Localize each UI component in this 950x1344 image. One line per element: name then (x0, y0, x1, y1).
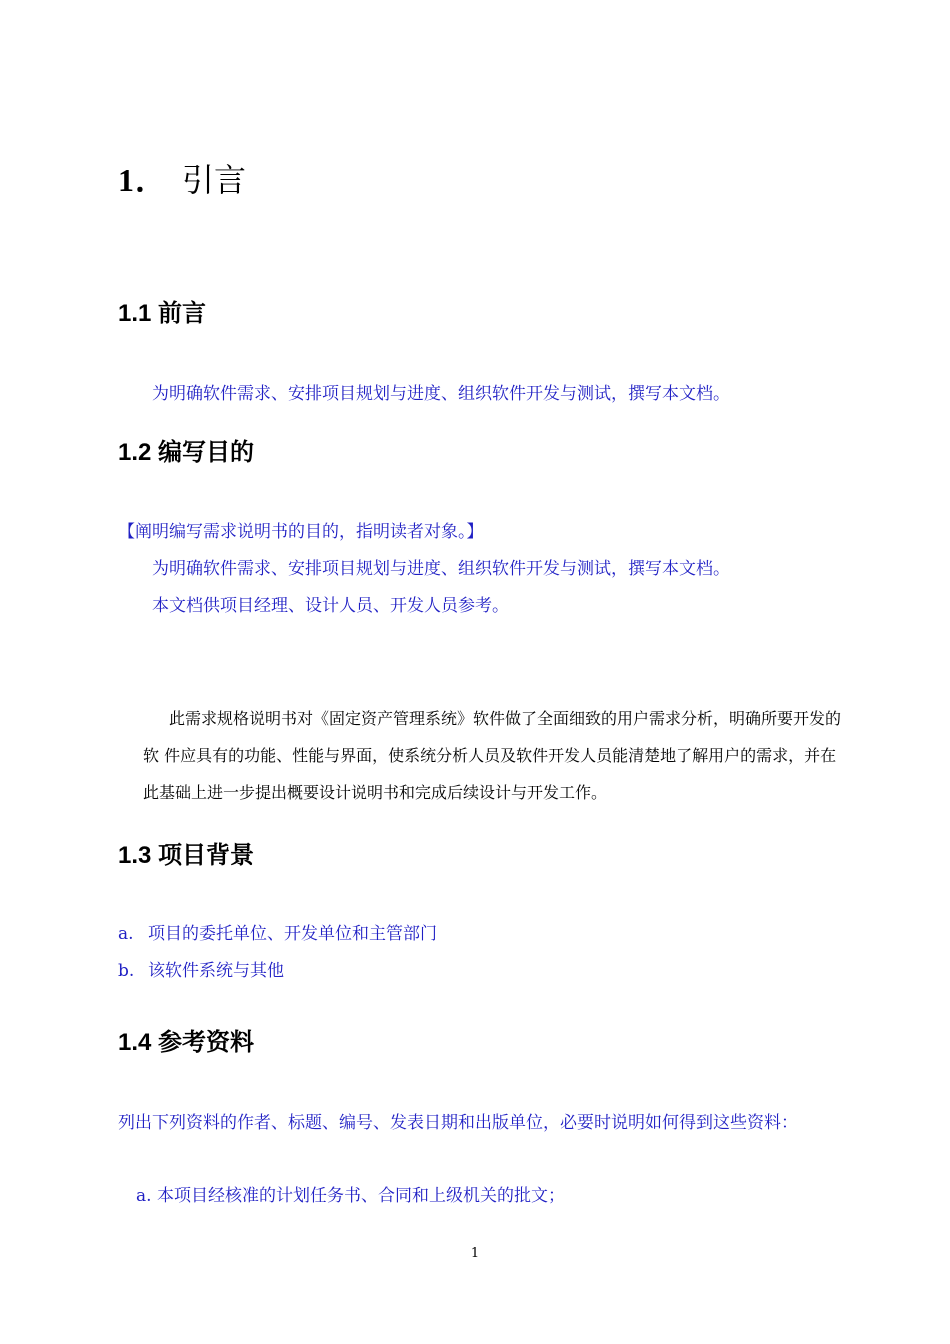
section-1-2-paragraph: 此需求规格说明书对《固定资产管理系统》软件做了全面细致的用户需求分析，明确所要开发的软 件应具有的功能、性能与界面，使系统分析人员及软件开发人员能清楚地了解用户的需求，并在此基础上进一步提出概要设计说明书和完成后续设计与开发工作。 (143, 709, 842, 802)
section-1-2-line-1: 为明确软件需求、安排项目规划与进度、组织软件开发与测试，撰写本文档。 (152, 559, 730, 579)
section-1-3-heading: 1.3 项目背景 (118, 842, 255, 869)
section-1-1-text: 为明确软件需求、安排项目规划与进度、组织软件开发与测试，撰写本文档。 (152, 384, 730, 404)
section-1-4-intro: 列出下列资料的作者、标题、编号、发表日期和出版单位，必要时说明如何得到这些资料： (118, 1113, 798, 1133)
chapter-heading (118, 158, 246, 202)
list-item-text: 该软件系统与其他 (148, 961, 284, 981)
section-1-2-line-2: 本文档供项目经理、设计人员、开发人员参考。 (152, 596, 509, 616)
section-1-4-heading: 1.4 参考资料 (118, 1029, 255, 1056)
section-1-4-item-a: a. 本项目经核准的计划任务书、合同和上级机关的批文； (136, 1186, 565, 1206)
chapter-title: 引言 (182, 161, 247, 199)
list-marker: b. (118, 961, 135, 981)
list-marker: a. (118, 924, 134, 944)
section-1-1-heading: 1.1 前言 (118, 300, 207, 327)
page-number: 1 (470, 1246, 480, 1261)
list-item (118, 959, 284, 983)
section-1-2-bracket-note: 【阐明编写需求说明书的目的，指明读者对象。】 (118, 522, 484, 542)
list-item (118, 922, 437, 946)
list-item-text: 项目的委托单位、开发单位和主管部门 (148, 924, 437, 944)
chapter-number: 1． (118, 162, 169, 198)
section-1-2-heading: 1.2 编写目的 (118, 439, 255, 466)
